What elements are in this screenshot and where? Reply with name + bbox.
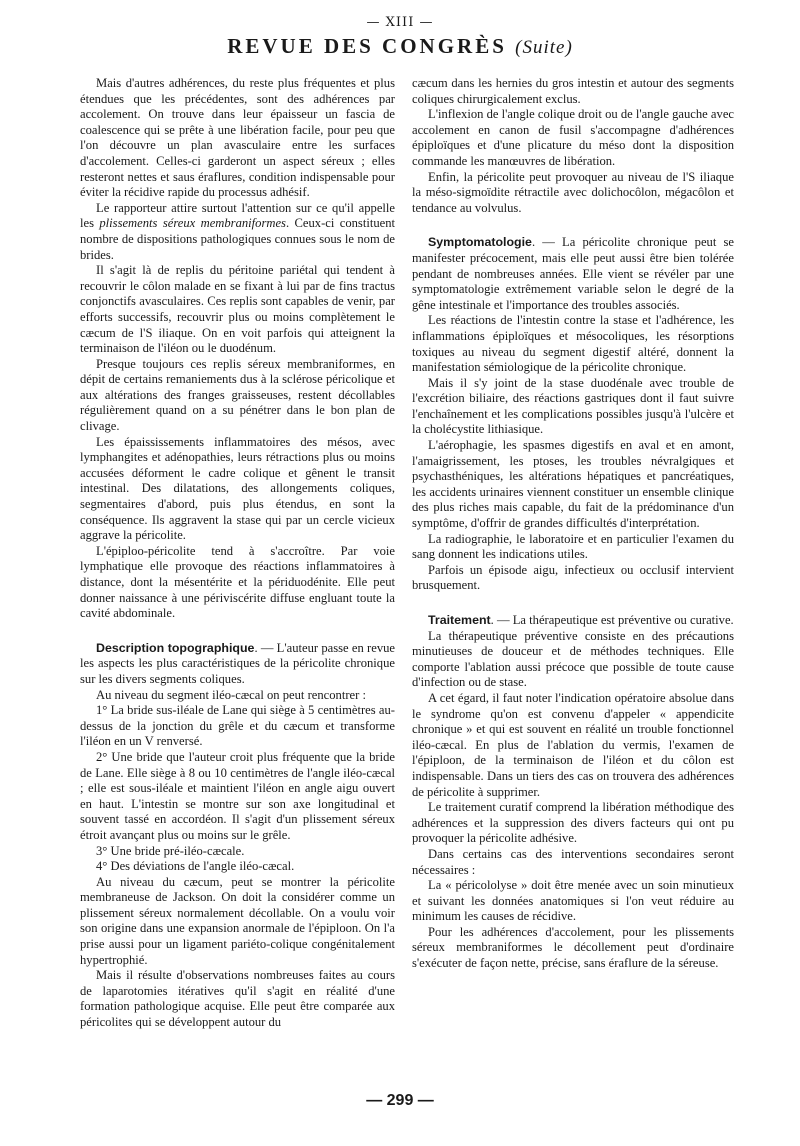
- list-item: 3° Une bride pré-iléo-cæcale.: [96, 843, 245, 858]
- right-column: [412, 76, 734, 972]
- paragraph: Enfin, la péricolite peut provoquer au niveau de l'S iliaque la méso-sigmoïdite rétractile avec dolichocôlon, mégacôlon et tendance au volvulus.: [412, 169, 734, 215]
- paragraph: Il s'agit là de replis du péritoine pariétal qui tendent à recouvrir le côlon malade en se fixant à lui par de fins tractus conjonctifs avasculaires. Ces replis sont capables de venir, par efforts successifs, recouvrir plus ou moins complètement le cæcum de l'S iliaque. On en voit parfois qui atteignent la terminaison de l'iléon ou le duodénum.: [80, 263, 395, 356]
- paragraph: Mais d'autres adhérences, du reste plus fréquentes et plus étendues que les précédentes, sont des adhérences par accolement. On trouve dans leur épaisseur un fascia de coalescence qui se prête à une libération facile, pour peu que l'on découvre un plan avasculaire entre les surfaces d'accolement. Celles-ci garderont un aspect séreux ; elles resteront nettes et saus éraflures, condition indispensable pour éviter la récidive rapide du processus adhésif.: [80, 76, 395, 200]
- paragraph: L'aérophagie, les spasmes digestifs en aval et en amont, l'amaigrissement, les ptoses, les troubles névralgiques et psychasthéniques, les altérations hépatiques et pancréatiques, les accidents urinaires viennent constituer un ensemble clinique des plus riches mais capable, du fait de la prédominance d'un symptôme, d'offrir de grandes difficultés d'interprétation.: [412, 438, 734, 531]
- paragraph: A cet égard, il faut noter l'indication opératoire absolue dans le syndrome qu'on est convenu d'appeler « appendicite chronique » et qui est souvent en réalité un trouble fonctionnel iléo-cæcal. En plus de l'ablation du vermis, l'examen de l'épiploon, de la terminaison de l'iléon et du côlon est indispensable. Dans un tiers des cas on trouvera des adhérences de péricolite à supprimer.: [412, 690, 734, 799]
- paragraph: La thérapeutique préventive consiste en des précautions minutieuses de douceur et de méthodes techniques. Elle comporte l'ablation aussi précoce que possible de toute cause d'infection ou de stase.: [412, 628, 734, 690]
- paragraph: cæcum dans les hernies du gros intestin et autour des segments coliques chirurgicalement exclus.: [412, 76, 734, 106]
- paragraph: Le traitement curatif comprend la libération méthodique des adhérences et la suppression des divers facteurs qui ont pu provoquer la péricolite adhésive.: [412, 800, 734, 846]
- paragraph: Parfois un épisode aigu, infectieux ou occlusif intervient brusquement.: [412, 562, 734, 593]
- paragraph: Dans certains cas des interventions secondaires seront nécessaires :: [412, 846, 734, 877]
- text-run: . — L'auteur passe en revue les aspects les plus caractéristiques de la péricolite chronique sur les divers segments coliques.: [80, 640, 396, 686]
- running-title-main: REVUE DES CONGRÈS: [227, 34, 507, 58]
- paragraph: Les épaississements inflammatoires des mésos, avec lymphangites et adénopathies, leurs rétractions plus ou moins accusées déforment le cadre colique et gênent le transit intestinal. Des dilatations, des allongements coliques, segmentaires d'abord, puis plus étendus, en sont la conséquence. Ils aggravent la stase qui par un cercle vicieux aggrave la péricolite.: [80, 434, 395, 543]
- page-number: — 299 —: [366, 1092, 434, 1109]
- running-title: [0, 34, 800, 59]
- paragraph: La « péricololyse » doit être menée avec un soin minutieux et suivant les données anatomiques si l'on veut réduire au minimum les causes de récidive.: [412, 878, 734, 924]
- text-run: . — La péricolite chronique peut se manifester précocement, mais elle peut aussi être bien tolérée pendant de nombreuses années. Elle vient se révéler par une symptomatologie extrêmement variable selon le degré de la gêne intestinale et l'importance des troubles associés.: [412, 235, 734, 312]
- paragraph: L'épiploo-péricolite tend à s'accroître. Par voie lymphatique elle provoque des réactions inflammatoires à distance, dont la mésentérite et la périduodénite. Elle peut donner naissance à une périviscérite diffuse engluant toute la cavité abdominale.: [80, 543, 395, 621]
- paragraph: Mais il s'y joint de la stase duodénale avec trouble de l'excrétion biliaire, des réactions gastriques dont il faut suivre l'enchaînement et les complications possibles jusqu'à l'ulcère et la cholécystite lithiasique.: [412, 375, 734, 437]
- section-paragraph: [80, 641, 395, 688]
- text-run: . Ceux-ci constituent nombre de dispositions pathologiques connues sous le nom de brides.: [80, 216, 396, 262]
- running-title-suffix: (Suite): [515, 37, 573, 58]
- text-run: . — La thérapeutique est préventive ou curative.: [490, 613, 734, 627]
- section-paragraph: [412, 235, 734, 313]
- section-heading: Description topographique: [96, 640, 255, 655]
- paragraph: L'inflexion de l'angle colique droit ou de l'angle gauche avec accolement en canon de fusil s'accompagne d'adhérences épiploïques et d'une plicature du méso dont la disposition commande les manœuvres de libération.: [412, 107, 734, 168]
- section-paragraph: [412, 613, 734, 629]
- section-heading: Traitement: [428, 613, 491, 627]
- left-column: [80, 76, 395, 1031]
- paragraph: Mais il résulte d'observations nombreuses faites au cours de laparotomies itératives qu'il s'agit en réalité d'une formation pathologique acquise. Elle peut être comparée aux péricolites qui se développent autour du: [80, 968, 395, 1030]
- paragraph: Pour les adhérences d'accolement, pour les plissements séreux membraniformes le décollement peut d'ordinaire s'exécuter de façon nette, précise, sans éraflure de la séreuse.: [412, 924, 734, 971]
- list-item: 2° Une bride que l'auteur croit plus fréquente que la bride de Lane. Elle siège à 8 ou 10 centimètres de l'angle iléo-cæcal ; elle est sous-iléale et maintient l'iléon en angle aigu ouvert en haut. L'intestin se montre sur son axe longitudinal et souvent tassé en accordéon. Il s'agit d'un plissement séreux étroit avançant plus ou moins sur le grêle.: [80, 749, 395, 842]
- italic-term: plissements séreux membraniformes: [99, 216, 286, 231]
- list-item: 1° La bride sus-iléale de Lane qui siège à 5 centimètres au-dessus de la jonction du grêle et du cæcum et transforme l'iléon en un V renversé.: [80, 703, 395, 749]
- list-item: 4° Des déviations de l'angle iléo-cæcal.: [96, 859, 295, 874]
- paragraph: Au niveau du cæcum, peut se montrer la péricolite membraneuse de Jackson. On doit la considérer comme un plissement séreux normalement décollable. On a voulu voir son origine dans une expansion anormale de l'épiploon. On l'a prise aussi pour un ligament pariéto-colique congénitalement hypertrophié.: [80, 874, 395, 967]
- paragraph: [80, 201, 395, 263]
- roman-folio: — XIII —: [366, 15, 434, 30]
- text-run: Le rapporteur attire surtout l'attention sur ce qu'il appelle les: [80, 200, 395, 231]
- paragraph: Presque toujours ces replis séreux membraniformes, en dépit de certains remaniements dus à la sclérose péricolique et aux altérations des franges graisseuses, restent décollables régulièrement quand on a su pénétrer dans le bon plan de clivage.: [80, 356, 395, 434]
- paragraph: La radiographie, le laboratoire et en particulier l'examen du sang donnent les indications utiles.: [412, 531, 734, 562]
- paragraph: Les réactions de l'intestin contre la stase et l'adhérence, les inflammations épiploïques et mésocoliques, les résorptions toxiques au niveau du segment digestif altéré, donnent la manifestation sémiologique de la péricolite chronique.: [412, 313, 734, 375]
- section-heading: Symptomatologie: [428, 235, 532, 250]
- paragraph: Au niveau du segment iléo-cæcal on peut rencontrer :: [96, 687, 366, 702]
